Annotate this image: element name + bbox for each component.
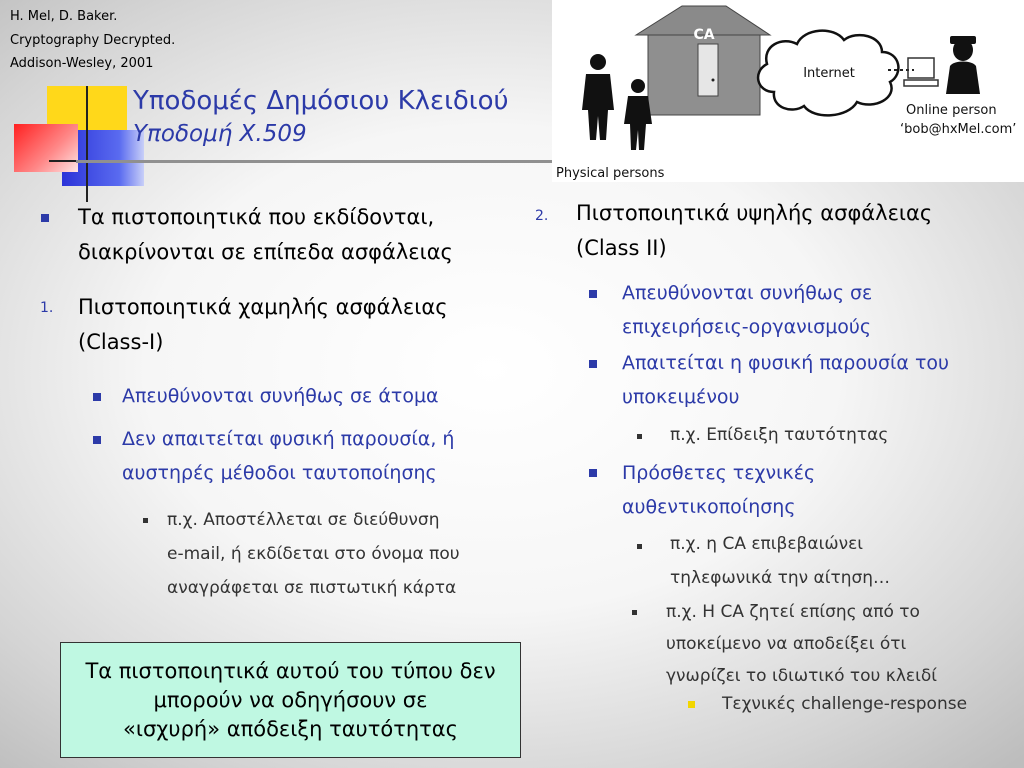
slide-title: Υποδομές Δημόσιου Κλειδιού (133, 86, 509, 116)
challenge-response-item: Τεχνικές challenge-response (722, 694, 968, 714)
class-1-line-1: Πιστοποιητικά χαμηλής ασφάλειας (78, 295, 448, 319)
class-2-auth-example-2-line-1: π.χ. Η CA ζητεί επίσης από το (666, 602, 920, 622)
bullet-icon (93, 436, 101, 444)
class-1-audience: Απευθύνονται συνήθως σε άτομα (122, 385, 439, 407)
bullet-icon (688, 701, 695, 708)
computer-icon (904, 58, 938, 86)
class-2-auth-example-1-line-2: τηλεφωνικά την αίτηση… (670, 568, 891, 588)
ca-illustration-graphic (552, 0, 1024, 182)
left-column (0, 0, 540, 640)
class-2-presence-example: π.χ. Επίδειξη ταυτότητας (670, 425, 889, 445)
class-2-audience-line-2: επιχειρήσεις-οργανισμούς (622, 316, 872, 338)
class-2-presence-line-1: Απαιτείται η φυσική παρουσία του (622, 352, 950, 374)
ca-building-icon (636, 6, 770, 115)
class-2-auth (622, 456, 815, 524)
bullet-icon (632, 610, 637, 615)
class-2-line-1: Πιστοποιητικά υψηλής ασφάλειας (576, 201, 933, 225)
intro-line-2: διακρίνονται σε επίπεδα ασφάλειας (78, 240, 453, 264)
online-person-icon (946, 36, 980, 94)
bullet-icon (589, 360, 597, 368)
physical-persons-label: Physical persons (556, 166, 665, 181)
reference-book: Cryptography Decrypted. (10, 32, 176, 48)
class-2-line-2: (Class II) (576, 236, 667, 260)
class-2-audience (622, 276, 872, 344)
class-1-example-line-3: αναγράφεται σε πιστωτική κάρτα (167, 578, 457, 598)
class-2-auth-example-1-line-1: π.χ. η CA επιβεβαιώνει (670, 534, 864, 554)
physical-persons-icon (582, 54, 652, 150)
online-person-email: ‘bob@hxMel.com’ (900, 122, 1017, 137)
note-box (60, 642, 521, 758)
class-1-requirements-line-2: αυστηρές μέθοδοι ταυτοποίησης (122, 462, 437, 484)
right-column (520, 180, 1024, 740)
bullet-icon (41, 214, 49, 222)
class-2-auth-example-1 (670, 527, 890, 595)
bullet-icon (143, 518, 148, 523)
class-1-requirements-line-1: Δεν απαιτείται φυσική παρουσία, ή (122, 428, 455, 450)
class-2-auth-line-1: Πρόσθετες τεχνικές (622, 462, 816, 484)
ca-label: CA (693, 27, 715, 43)
bullet-icon (589, 469, 597, 477)
bullet-icon (93, 393, 101, 401)
class-1-heading (78, 290, 448, 360)
online-person-label: Online person (906, 103, 997, 118)
class-2-auth-example-2-line-3: γνωρίζει το ιδιωτικό του κλειδί (666, 666, 937, 686)
internet-label: Internet (803, 66, 855, 81)
intro-text (78, 200, 453, 270)
class-1-example-line-1: π.χ. Αποστέλλεται σε διεύθυνση (167, 510, 440, 530)
reference-publisher: Addison-Wesley, 2001 (10, 56, 154, 71)
class-2-audience-line-1: Απευθύνονται συνήθως σε (622, 282, 873, 304)
item-number-1: 1. (40, 300, 54, 316)
class-1-example (167, 503, 460, 605)
bullet-icon (637, 544, 642, 549)
class-2-auth-line-2: αυθεντικοποίησης (622, 496, 796, 518)
ca-illustration (552, 0, 1024, 182)
slide-subtitle: Υποδομή X.509 (133, 121, 307, 147)
note-line-1: Τα πιστοποιητικά αυτού του τύπου δεν (85, 659, 496, 683)
reference-authors: H. Mel, D. Baker. (10, 9, 118, 24)
class-2-auth-example-2 (666, 596, 937, 692)
class-2-presence-line-2: υποκειμένου (622, 386, 740, 408)
class-2-presence (622, 346, 949, 414)
class-1-line-2: (Class-I) (78, 330, 164, 354)
note-line-3: «ισχυρή» απόδειξη ταυτότητας (123, 717, 458, 741)
class-1-requirements (122, 422, 454, 490)
class-1-example-line-2: e-mail, ή εκδίδεται στο όνομα που (167, 544, 460, 564)
item-number-2: 2. (535, 208, 549, 224)
bullet-icon (589, 290, 597, 298)
note-line-2: μπορούν να οδηγήσουν σε (153, 688, 428, 712)
intro-line-1: Τα πιστοποιητικά που εκδίδονται, (78, 205, 435, 229)
class-2-auth-example-2-line-2: υποκείμενο να αποδείξει ότι (666, 634, 907, 654)
class-2-heading (576, 196, 932, 266)
bullet-icon (637, 434, 642, 439)
